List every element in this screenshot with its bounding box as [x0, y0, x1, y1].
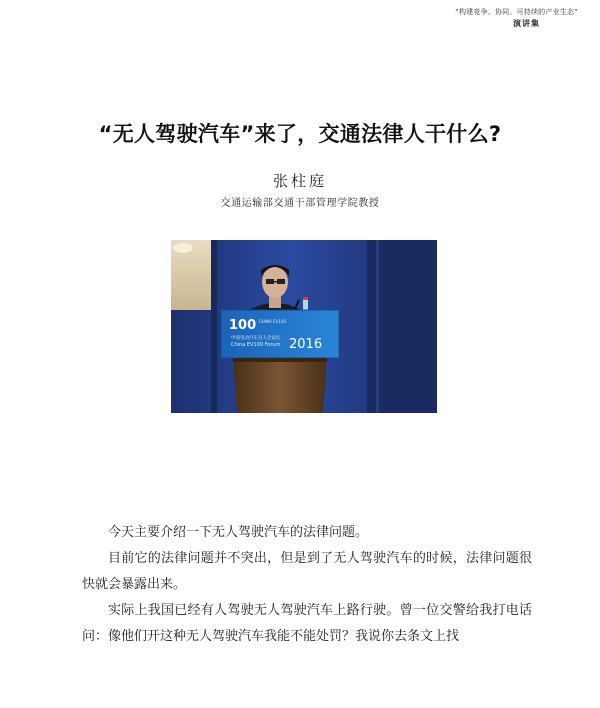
podium-forum: China EV100 Forum — [231, 342, 281, 348]
podium-year: 2016 — [289, 337, 323, 352]
article-title: “无人驾驶汽车”来了，交通法律人干什么? — [98, 122, 502, 146]
speaker-photo-illustration — [171, 240, 437, 413]
article-body — [82, 520, 532, 650]
paragraph: 目前它的法律问题并不突出，但是到了无人驾驶汽车的时候，法律问题很快就会暴露出来。 — [82, 551, 532, 592]
podium-logo-side: CHINA EV100 — [259, 319, 286, 324]
series-title: “构建竞争、协同、可持续的产业生态” — [455, 8, 578, 16]
paragraph: 今天主要介绍一下无人驾驶汽车的法律问题。 — [108, 525, 369, 540]
paragraph: 实际上我国已经有人驾驶无人驾驶汽车上路行驶。曾一位交警给我打电话问：像他们开这种无人驾驶汽车我能不能处罚？我说你去条文上找 — [82, 603, 532, 644]
podium-caption: 中国电动汽车百人会论坛 — [231, 336, 281, 341]
speaker-photo — [171, 240, 437, 413]
running-header — [455, 7, 578, 29]
author-affiliation: 交通运输部交通干部管理学院教授 — [220, 198, 380, 209]
section-label: 演讲集 — [513, 19, 540, 28]
author-name: 张柱庭 — [272, 172, 327, 190]
podium-logo: 100 — [229, 318, 257, 333]
